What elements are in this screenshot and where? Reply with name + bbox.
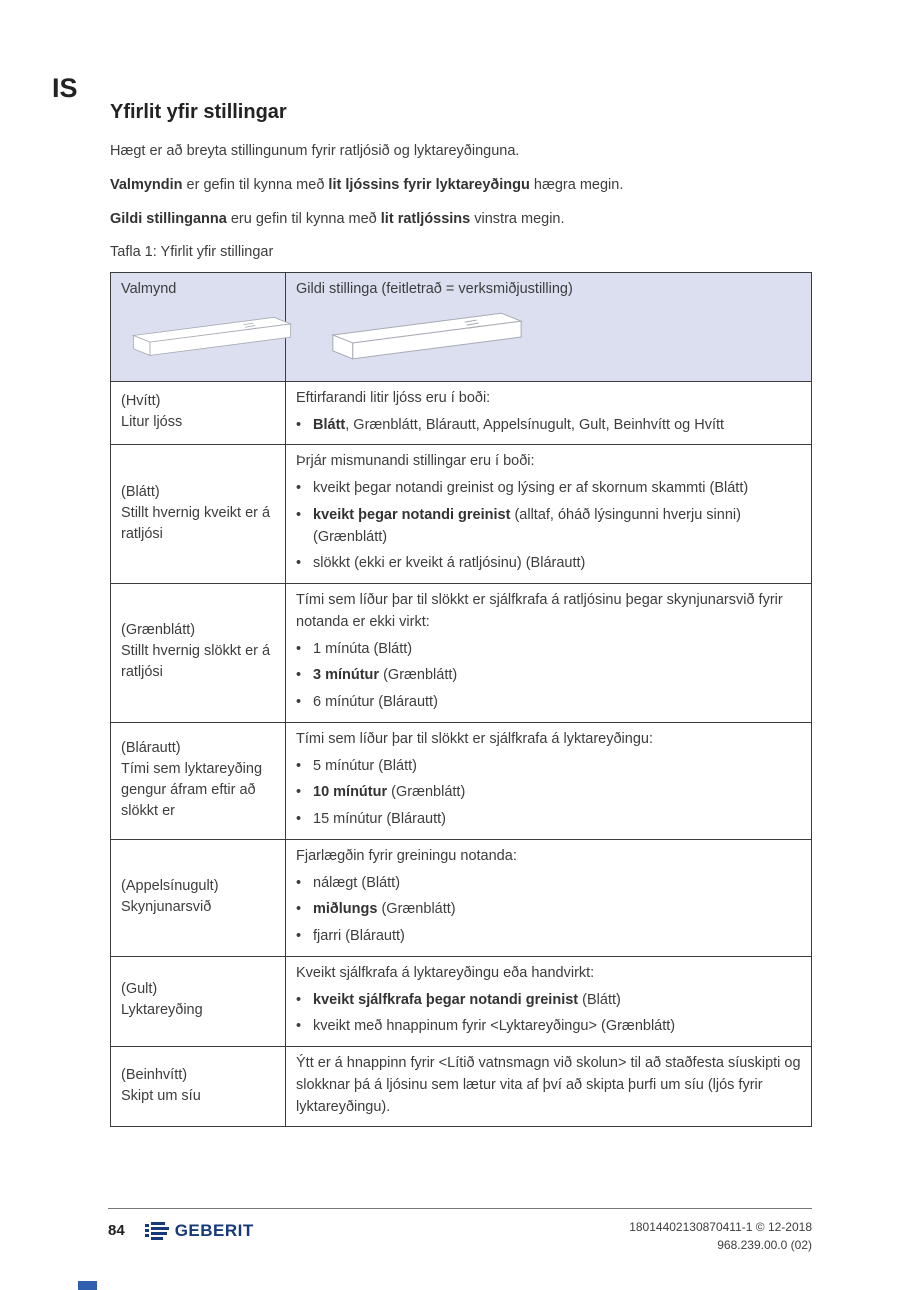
bullet-text <box>313 899 801 921</box>
list-item <box>296 665 801 687</box>
bullet-text <box>313 782 801 804</box>
list-item <box>296 692 801 714</box>
bullet-text <box>313 809 801 831</box>
bullet-icon: • <box>296 784 302 801</box>
footer-left <box>108 1218 254 1244</box>
page-edge-mark <box>78 1281 97 1290</box>
values-cell <box>286 722 812 839</box>
bullet-bold: kveikt sjálfkrafa þegar notandi greinist <box>313 991 579 1008</box>
bullet-rest: 1 mínúta (Blátt) <box>313 640 413 657</box>
bullet-icon: • <box>296 991 302 1008</box>
menu-cell <box>111 381 286 445</box>
table-row-skynjunarsvid <box>111 839 812 956</box>
column-header-valmynd: Valmynd <box>121 281 177 297</box>
list-item <box>296 782 801 804</box>
cell-paragraph: Ýtt er á hnappinn fyrir <Lítið vatnsmagn við skolun> til að staðfesta síuskipti og slokknar þá á ljósinu sem lætur vita af því að skipta þurfi um síu (ljós fyrir lyktareyðingu). <box>296 1055 801 1115</box>
menu-cell <box>111 445 286 584</box>
intro-p3-text-1: eru gefin til kynna með <box>226 210 381 227</box>
geberit-logo-icon <box>145 1222 169 1240</box>
menu-name-label: Stillt hvernig slökkt er á ratljósi <box>121 643 271 681</box>
intro-p2-bold-1: Valmyndin <box>110 176 183 193</box>
bullet-text <box>313 873 801 895</box>
settings-table <box>110 272 812 1127</box>
list-item <box>296 1016 801 1038</box>
list-item <box>296 478 801 500</box>
menu-cell <box>111 1047 286 1127</box>
page-number: 84 <box>108 1221 125 1239</box>
bullet-bold: 10 mínútur <box>313 784 388 801</box>
table-caption: Tafla 1: Yfirlit yfir stillingar <box>110 244 274 261</box>
bullet-text <box>313 478 801 500</box>
page-title: Yfirlit yfir stillingar <box>110 101 287 123</box>
header-cell-valmynd <box>111 273 286 382</box>
bullet-rest: 5 mínútur (Blátt) <box>313 757 417 774</box>
menu-color-label: (Appelsínugult) <box>121 877 219 894</box>
valmynd-device-illustration <box>121 307 303 369</box>
values-cell <box>286 445 812 584</box>
menu-color-label: (Hvítt) <box>121 392 161 409</box>
bullet-rest: (Grænblátt) <box>377 901 456 918</box>
menu-cell <box>111 839 286 956</box>
cell-intro: Tími sem líður þar til slökkt er sjálfkrafa á lyktareyðingu: <box>296 730 653 747</box>
bullet-icon: • <box>296 555 302 572</box>
bullet-rest: 6 mínútur (Blárautt) <box>313 694 438 710</box>
intro-p2-text-1: er gefin til kynna með <box>182 176 329 193</box>
menu-color-label: (Blátt) <box>121 483 160 500</box>
bullet-text <box>313 553 801 575</box>
list-item <box>296 990 801 1012</box>
table-header-row <box>111 273 812 382</box>
bullet-text <box>313 692 801 714</box>
table-row-slokkt-ratljos <box>111 584 812 723</box>
table-row-lyktareyding-timi <box>111 722 812 839</box>
intro-p2-text-2: hægra megin. <box>529 176 624 193</box>
bullet-text <box>313 505 801 549</box>
bullet-icon: • <box>296 1018 302 1035</box>
list-item <box>296 639 801 661</box>
values-cell <box>286 839 812 956</box>
list-item <box>296 926 801 948</box>
bullet-text <box>313 415 801 437</box>
bullet-rest: fjarri (Blárautt) <box>313 928 405 944</box>
column-header-gildi: Gildi stillinga (feitletrað = verksmiðjustilling) <box>296 281 573 297</box>
list-item <box>296 553 801 575</box>
list-item <box>296 505 801 549</box>
bullet-bold: 3 mínútur <box>313 667 380 684</box>
values-cell <box>286 584 812 723</box>
bullet-icon: • <box>296 811 302 827</box>
menu-color-label: (Gult) <box>121 981 158 998</box>
cell-intro: Eftirfarandi litir ljóss eru í boði: <box>296 389 491 406</box>
doc-ref-line-2: 968.239.00.0 (02) <box>717 1238 812 1252</box>
bullet-bold: Blátt <box>313 416 346 433</box>
bullet-rest: slökkt (ekki er kveikt á ratljósinu) (Blárautt) <box>313 555 586 572</box>
cell-intro: Fjarlægðin fyrir greiningu notanda: <box>296 847 517 864</box>
menu-name-label: Skynjunarsvið <box>121 898 212 915</box>
bullet-rest: nálægt (Blátt) <box>313 874 401 891</box>
bullet-icon: • <box>296 640 302 657</box>
bullet-text <box>313 926 801 948</box>
menu-color-label: (Beinhvítt) <box>121 1066 188 1083</box>
bullet-rest: kveikt með hnappinum fyrir <Lyktareyðingu> (Grænblátt) <box>313 1018 676 1035</box>
table-row-skipt-um-siu <box>111 1047 812 1127</box>
table-row-litur-ljoss <box>111 381 812 445</box>
intro-p2-bold-2: lit ljóssins fyrir lyktareyðingu <box>328 176 530 193</box>
menu-name-label: Skipt um síu <box>121 1087 201 1104</box>
list-item <box>296 756 801 778</box>
menu-color-label: (Grænblátt) <box>121 622 196 639</box>
cell-intro: Þrjár mismunandi stillingar eru í boði: <box>296 453 535 470</box>
bullet-rest: kveikt þegar notandi greinist og lýsing er af skornum skammti (Blátt) <box>313 480 749 496</box>
document-reference <box>629 1218 812 1254</box>
bullet-icon: • <box>296 694 302 710</box>
bullet-rest: (Blátt) <box>578 991 621 1008</box>
bullet-bold: miðlungs <box>313 901 378 918</box>
values-cell <box>286 956 812 1046</box>
language-code-label: IS <box>52 73 78 103</box>
values-cell <box>286 1047 812 1127</box>
bullet-rest: (Grænblátt) <box>379 667 458 684</box>
intro-paragraph-2 <box>110 175 812 197</box>
intro-paragraph-3 <box>110 209 812 231</box>
bullet-icon: • <box>296 416 302 433</box>
menu-name-label: Lyktareyðing <box>121 1002 203 1019</box>
values-cell <box>286 381 812 445</box>
list-item <box>296 809 801 831</box>
bullet-rest: , Grænblátt, Blárautt, Appelsínugult, Gult, Beinhvítt og Hvítt <box>345 416 725 433</box>
intro-paragraph-1: Hægt er að breyta stillingunum fyrir ratljósið og lyktareyðinguna. <box>110 143 520 159</box>
bullet-text <box>313 639 801 661</box>
bullet-icon: • <box>296 480 302 496</box>
page-content <box>110 100 812 1127</box>
bullet-icon: • <box>296 874 302 891</box>
header-cell-gildi <box>286 273 812 382</box>
bullet-rest: 15 mínútur (Blárautt) <box>313 811 446 827</box>
list-item <box>296 899 801 921</box>
doc-ref-line-1: 18014402130870411-1 © 12-2018 <box>629 1220 812 1234</box>
menu-name-label: Litur ljóss <box>121 414 183 430</box>
bullet-icon: • <box>296 667 302 684</box>
menu-cell <box>111 956 286 1046</box>
bullet-bold: kveikt þegar notandi greinist <box>313 506 511 523</box>
page-footer <box>108 1208 812 1254</box>
intro-p3-text-2: vinstra megin. <box>470 210 565 227</box>
bullet-icon: • <box>296 506 302 523</box>
list-item <box>296 873 801 895</box>
gildi-device-illustration <box>318 305 536 371</box>
bullet-text <box>313 990 801 1012</box>
cell-intro: Tími sem líður þar til slökkt er sjálfkrafa á ratljósinu þegar skynjunarsvið fyrir notanda er ekki virkt: <box>296 592 783 630</box>
bullet-icon: • <box>296 757 302 774</box>
bullet-icon: • <box>296 901 302 918</box>
intro-p3-bold-1: Gildi stillinganna <box>110 210 227 227</box>
intro-p3-bold-2: lit ratljóssins <box>380 210 471 227</box>
table-row-lyktareyding <box>111 956 812 1046</box>
menu-cell <box>111 584 286 723</box>
table-row-kveikt-ratljos <box>111 445 812 584</box>
list-item <box>296 415 801 437</box>
bullet-rest: (alltaf, óháð lýsingunni hverju sinni) (Grænblátt) <box>313 506 741 545</box>
cell-intro: Kveikt sjálfkrafa á lyktareyðingu eða handvirkt: <box>296 964 595 981</box>
menu-cell <box>111 722 286 839</box>
bullet-icon: • <box>296 928 302 944</box>
bullet-text <box>313 756 801 778</box>
bullet-rest: (Grænblátt) <box>387 784 466 801</box>
bullet-text <box>313 665 801 687</box>
brand-name: GEBERIT <box>174 1221 254 1240</box>
menu-name-label: Tími sem lyktareyðing gengur áfram eftir að slökkt er <box>121 760 263 819</box>
brand-logo <box>145 1218 254 1244</box>
bullet-text <box>313 1016 801 1038</box>
menu-name-label: Stillt hvernig kveikt er á ratljósi <box>121 504 271 542</box>
menu-color-label: (Blárautt) <box>121 739 181 756</box>
